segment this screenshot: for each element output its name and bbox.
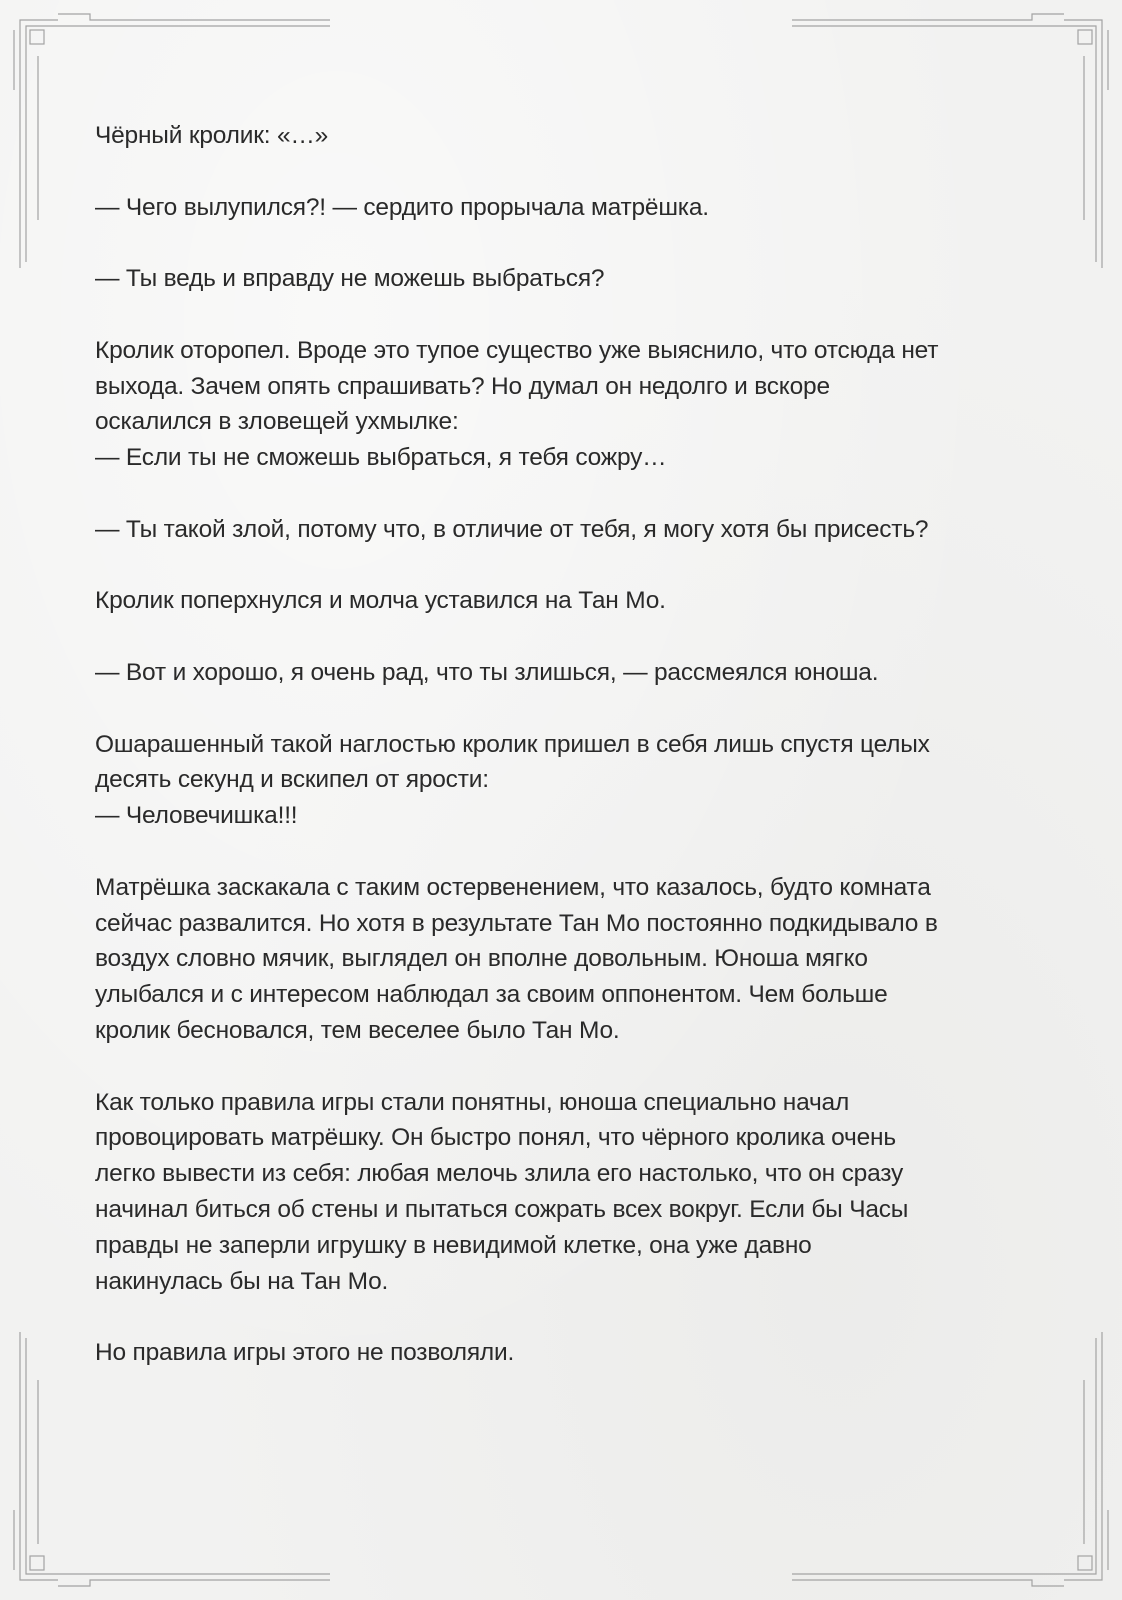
paragraph [95,870,1035,1049]
paragraph [95,333,1035,476]
document-text [95,118,1035,1407]
text-line: правды не заперли игрушку в невидимой клетке, она уже давно [95,1231,812,1259]
text-line: — Если ты не сможешь выбраться, я тебя сожру… [95,444,667,472]
text-line: выхода. Зачем опять спрашивать? Но думал он недолго и вскоре [95,372,830,400]
text-line: начинал биться об стены и пытаться сожрать всех вокруг. Если бы Часы [95,1195,909,1223]
text-line: воздух словно мячик, выглядел он вполне довольным. Юноша мягко [95,945,868,973]
text-line: улыбался и с интересом наблюдал за своим оппонентом. Чем больше [95,981,888,1009]
text-line: — Вот и хорошо, я очень рад, что ты злишься, — рассмеялся юноша. [95,658,879,686]
text-line: накинулась бы на Тан Мо. [95,1267,389,1295]
text-line: — Чего вылупился?! — сердито прорычала матрёшка. [95,193,709,221]
text-line: Матрёшка заскакала с таким остервенением, что казалось, будто комната [95,873,931,901]
paragraph [95,727,1035,834]
text-line: Кролик поперхнулся и молча уставился на Тан Мо. [95,587,666,615]
text-line: Как только правила игры стали понятны, юноша специально начал [95,1088,850,1116]
text-line: Ошарашенный такой наглостью кролик пришел в себя лишь спустя целых [95,730,930,758]
text-line: Но правила игры этого не позволяли. [95,1339,515,1367]
text-line: — Человечишка!!! [95,802,298,830]
paragraph [95,1335,1035,1371]
paragraph [95,655,1035,691]
text-line: оскалился в зловещей ухмылке: [95,408,459,436]
paragraph [95,1085,1035,1300]
paragraph [95,190,1035,226]
text-line: — Ты ведь и вправду не можешь выбраться? [95,265,605,293]
text-line: — Ты такой злой, потому что, в отличие от тебя, я могу хотя бы присесть? [95,515,929,543]
text-line: кролик бесновался, тем веселее было Тан Мо. [95,1016,620,1044]
text-line: Чёрный кролик: «…» [95,122,329,149]
text-line: легко вывести из себя: любая мелочь злила его настолько, что он сразу [95,1160,904,1188]
paragraph [95,583,1035,619]
text-line: сейчас развалится. Но хотя в результате Тан Мо постоянно подкидывало в [95,909,938,937]
text-line: провоцировать матрёшку. Он быстро понял, что чёрного кролика очень [95,1124,896,1152]
paragraph [95,512,1035,548]
text-line: десять секунд и вскипел от ярости: [95,766,489,794]
paragraph [95,118,1035,154]
paragraph [95,261,1035,297]
text-line: Кролик оторопел. Вроде это тупое существо уже выяснило, что отсюда нет [95,336,939,364]
